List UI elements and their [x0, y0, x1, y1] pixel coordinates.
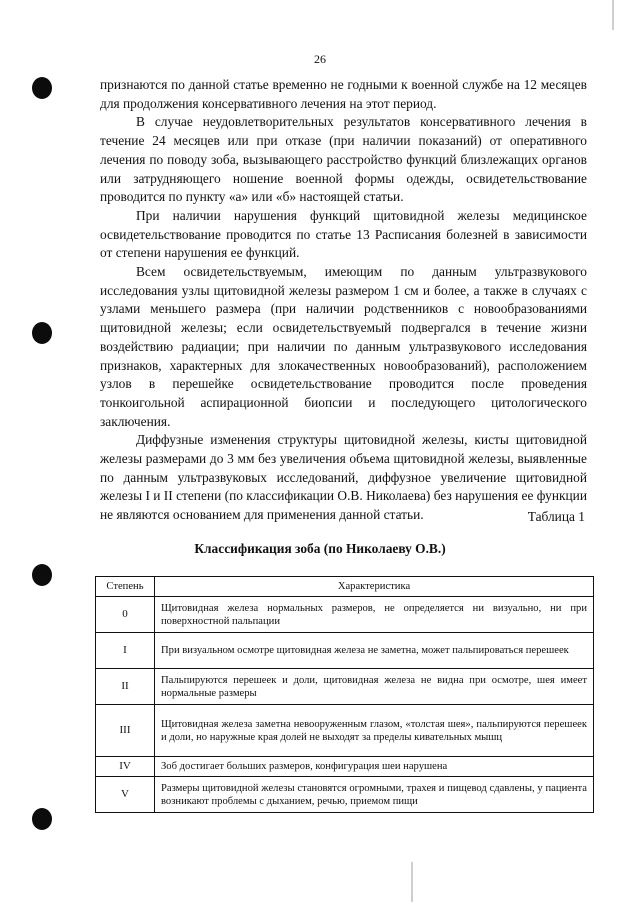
punch-hole	[32, 77, 52, 99]
description-cell: Размеры щитовидной железы становятся огромными, трахея и пищевод сдавлены, у пациента возникают проблемы с дыханием, речью, приемом пищи	[155, 777, 594, 813]
paragraph: Всем освидетельствуемым, имеющим по данным ультразвукового исследования узлы щитовидной железы размером 1 см и более, а также в случаях с узлами меньшего размера (при наличии родственников с новообразованиями щитовидной железы; если освидетельствуемый подвергался в течение жизни воздействию радиации; при наличии по данным ультразвукового исследования признаков, характерных для злокачественных новообразований), расположением узлов в перешейке освидетельствование проводится после проведения тонкоигольной аспирационной биопсии и последующего цитологического заключения.	[100, 264, 587, 429]
paragraph: признаются по данной статье временно не годными к военной службе на 12 месяцев для продолжения консервативного лечения на этот период.	[100, 77, 587, 111]
table-row	[96, 669, 594, 705]
grade-cell: II	[96, 669, 155, 705]
table-row	[96, 597, 594, 633]
grade-cell: V	[96, 777, 155, 813]
table-label: Таблица 1	[527, 509, 585, 524]
description-cell: Щитовидная железа заметна невооруженным глазом, «толстая шея», пальпируются перешеек и доли, но наружные края долей не выходят за пределы кивательных мышц	[155, 705, 594, 757]
grade-cell: I	[96, 633, 155, 669]
paragraph: Диффузные изменения структуры щитовидной железы, кисты щитовидной железы размерами до 3 мм без увеличения объема щитовидной железы, выявленные по данным ультразвуковых исследований, диффузное увеличение щитовидной железы I и II степени (по классификации О.В. Николаева) без нарушения ее функции не являются основанием для применения данной статьи.	[100, 432, 587, 523]
table-row	[96, 777, 594, 813]
table-title: Классификация зоба (по Николаеву О.В.)	[194, 541, 446, 556]
description-cell: Зоб достигает больших размеров, конфигурация шеи нарушена	[155, 757, 594, 777]
grade-cell: III	[96, 705, 155, 757]
punch-hole	[32, 808, 52, 830]
description-cell: Щитовидная железа нормальных размеров, не определяется ни визуально, ни при поверхностной пальпации	[155, 597, 594, 633]
column-header-description: Характеристика	[155, 577, 594, 597]
grade-cell: IV	[96, 757, 155, 777]
punch-hole	[32, 564, 52, 586]
goiter-classification-table	[95, 576, 594, 813]
paragraph: В случае неудовлетворительных результатов консервативного лечения в течение 24 месяцев или при отказе (при наличии показаний) от оперативного лечения по поводу зоба, вызывающего расстройство функций близлежащих органов или затрудняющего ношение военной формы одежды, освидетельствование проводится по пункту «а» или «б» настоящей статьи.	[100, 114, 587, 205]
description-cell: Пальпируются перешеек и доли, щитовидная железа не видна при осмотре, шея имеет нормальные размеры	[155, 669, 594, 705]
grade-cell: 0	[96, 597, 155, 633]
paragraph: При наличии нарушения функций щитовидной железы медицинское освидетельствование проводится по статье 13 Расписания болезней в зависимости от степени нарушения ее функций.	[100, 207, 587, 261]
table-row	[96, 705, 594, 757]
scan-edge-mark	[411, 862, 413, 902]
table-row	[96, 757, 594, 777]
table-header-row	[96, 577, 594, 597]
body-text	[100, 76, 587, 525]
scan-edge-mark	[612, 0, 614, 30]
column-header-grade: Степень	[96, 577, 155, 597]
description-cell: При визуальном осмотре щитовидная железа не заметна, может пальпироваться перешеек	[155, 633, 594, 669]
table-row	[96, 633, 594, 669]
punch-hole	[32, 322, 52, 344]
page-number: 26	[314, 52, 326, 66]
